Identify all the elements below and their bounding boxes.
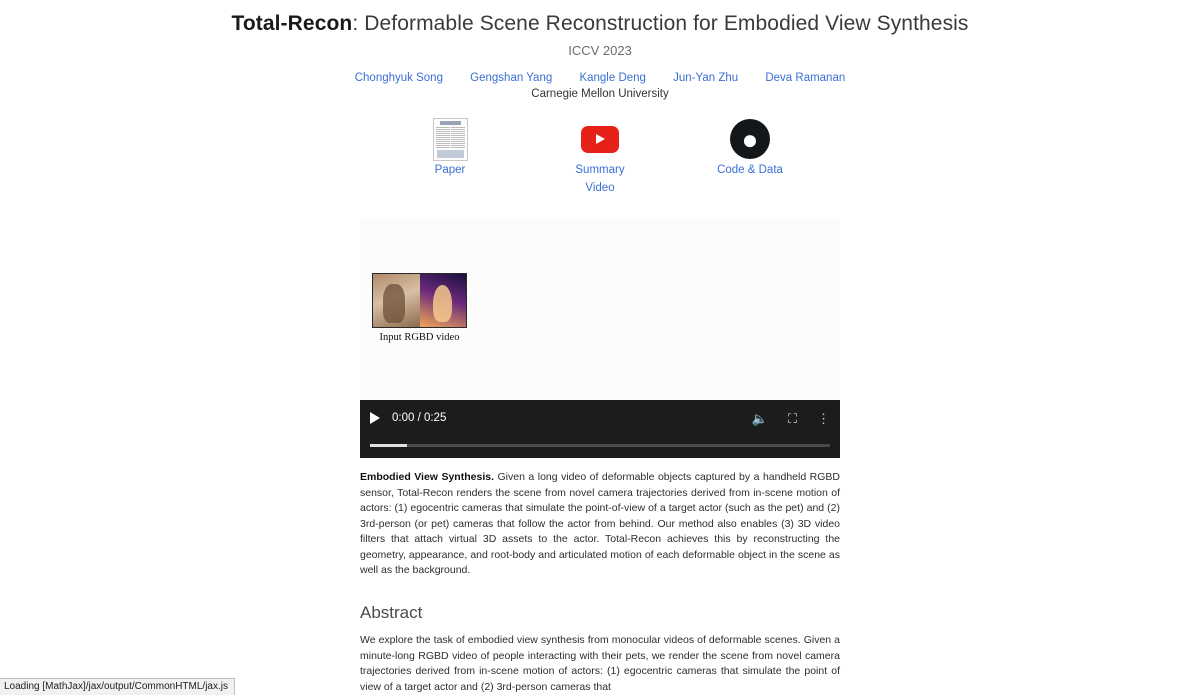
paper-thumbnail-icon <box>395 118 505 160</box>
youtube-icon <box>545 118 655 160</box>
lead-paragraph <box>360 470 840 579</box>
author-link-3[interactable]: Kangle Deng <box>579 72 646 84</box>
code-and-data-link-label: Code & Data <box>717 164 783 176</box>
abstract-paragraph: We explore the task of embodied view synthesis from monocular videos of deformable scenes. Given a minute-long RGBD video of people interacting with their pets, we render the scene from novel camera trajectories derived from in-scene motion of actors: (1) egocentric cameras that simulate the point of view of a target actor and (2) 3rd-person cameras that <box>360 634 840 693</box>
page-title-strong: Total-Recon <box>231 12 353 35</box>
video-controls[interactable] <box>360 400 840 458</box>
more-options-icon[interactable]: ⋮ <box>817 410 830 426</box>
author-link-1[interactable]: Chonghyuk Song <box>354 72 443 84</box>
paper-link[interactable] <box>395 118 505 178</box>
author-link-4[interactable]: Jun-Yan Zhu <box>673 72 739 84</box>
article-content <box>360 470 840 695</box>
video-player[interactable] <box>360 218 840 458</box>
affiliation-label: Carnegie Mellon University <box>531 88 669 100</box>
page-root <box>0 12 1200 695</box>
page-title-rest: : Deformable Scene Reconstruction for Embodied View Synthesis <box>352 12 969 35</box>
github-icon: ● <box>695 118 805 160</box>
venue-label: ICCV 2023 <box>568 43 632 58</box>
summary-video-label-line2: Video <box>585 182 615 194</box>
abstract-heading: Abstract <box>360 602 423 622</box>
page-title <box>0 12 1200 36</box>
summary-video-label-line1: Summary <box>575 164 625 176</box>
author-link-5[interactable]: Deva Ramanan <box>765 72 846 84</box>
video-scrubber[interactable] <box>370 444 830 447</box>
summary-video-link[interactable] <box>545 118 655 196</box>
resource-links <box>0 118 1200 196</box>
lead-paragraph-text: Given a long video of deformable objects captured by a handheld RGBD sensor, Total-Recon renders the scene from novel camera trajectories derived from in-scene motion of actors: (1) egocentric cameras that simulate the point-of-view of a target actor (such as the pet) and (2) 3rd-person (or pet) cameras that follow the actor from behind. Our method also enables (3) 3D video filters that attach virtual 3D assets to the actor. Total-Recon achieves this by reconstructing the geometry, appearance, and root-body and articulated motion of each deformable object in the scene as well as the background. <box>360 471 840 576</box>
status-bar: Loading [MathJax]/jax/output/CommonHTML/jax.js <box>0 678 235 695</box>
input-rgbd-clip <box>372 273 467 328</box>
play-icon[interactable] <box>370 412 380 424</box>
lead-paragraph-title: Embodied View Synthesis. <box>360 471 494 483</box>
paper-link-label: Paper <box>434 164 466 176</box>
author-link-2[interactable]: Gengshan Yang <box>470 72 553 84</box>
clip-caption: Input RGBD video <box>379 332 460 343</box>
mute-icon[interactable]: 🔈 <box>751 410 768 426</box>
video-time-display: 0:00 / 0:25 <box>392 412 447 424</box>
author-list <box>0 72 1200 84</box>
code-and-data-link[interactable] <box>695 118 805 178</box>
video-progress <box>370 444 407 447</box>
fullscreen-icon[interactable]: ⛶ <box>787 410 797 426</box>
summary-video-link-label <box>575 164 624 194</box>
